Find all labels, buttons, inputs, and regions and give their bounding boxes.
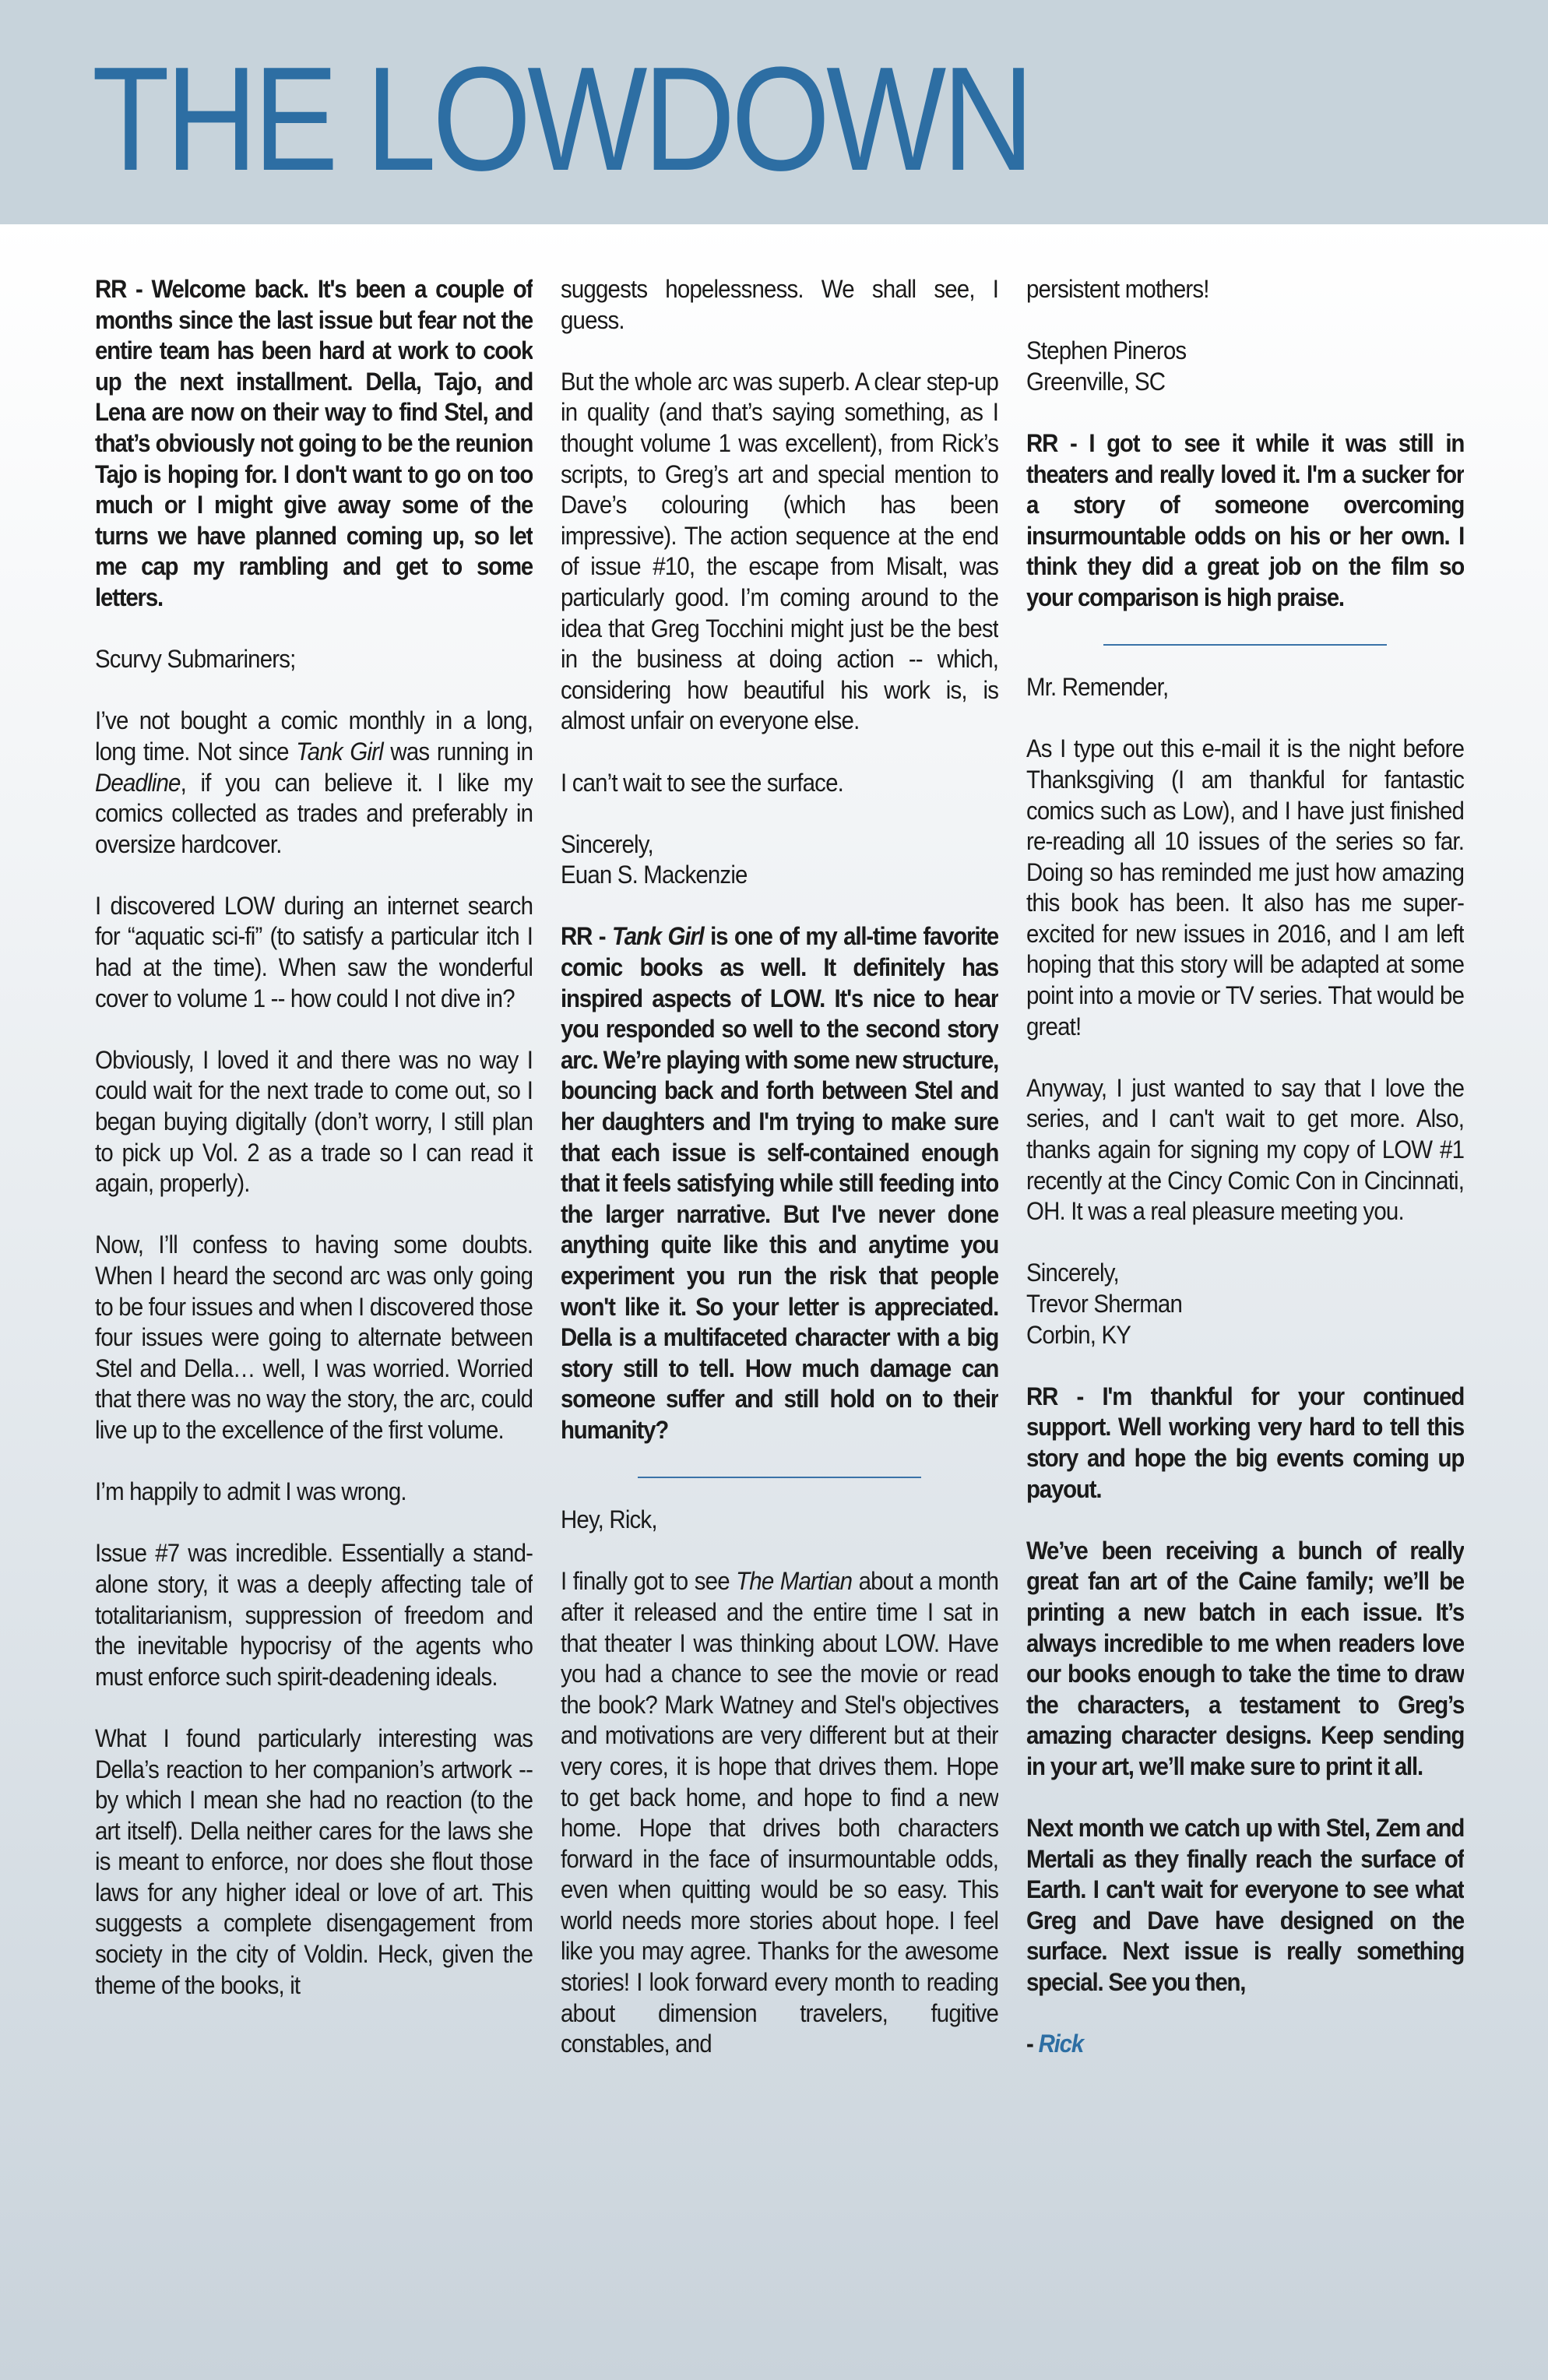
letter3-salutation: Mr. Remender, — [1026, 673, 1169, 702]
editor-signature — [1026, 2029, 1464, 2060]
letter1-paragraph-7: What I found particularly interesting was Della’s reaction to her companion’s artwork -- by which I mean she had no reaction (to the art itself). Della neither cares for the laws she is meant to enforce, nor does she flout those laws for any higher ideal or love of art. This suggests a complete disengagement from society in the city of Voldin. Heck, given the theme of the books, it — [95, 1723, 533, 1999]
letter1-text: was running in — [382, 737, 533, 766]
editor-next-month-note: Next month we catch up with Stel, Zem and Mertali as they finally reach the surface of Earth. I can't wait for everyone to see what Greg and Dave have designed on the surface. Next issue is really something special. See you then, — [1026, 1814, 1464, 1997]
editor-fan-art-note: We’ve been receiving a bunch of really great fan art of the Caine family; we’ll be printing a new batch in each issue. It’s always incredible to me when readers love our books enough to take the time to draw the characters, a testament to Greg’s amazing character designs. Keep sending in your art, we’ll make sure to print it all. — [1026, 1536, 1464, 1780]
signature-name: Rick — [1038, 2030, 1084, 2058]
column-3 — [1026, 274, 1464, 2315]
letter1-author: Euan S. Mackenzie — [561, 861, 748, 889]
title-tank-girl: Tank Girl — [612, 922, 704, 951]
letter3-paragraph-1: As I type out this e-mail it is the night before Thanksgiving (I am thankful for fantastic comics such as Low), and I have just finished re-reading all 10 issues of the series so far. Doing so has reminded me just how amazing this book has been. It also has me super-excited for new issues in 2016, and I am left hoping that this story will be adapted at some point into a movie or TV series. That would be great! — [1026, 734, 1464, 1040]
letter1-text: I’ve not bought a comic monthly in a long, long time. Not since — [95, 706, 533, 766]
letter1-signoff: Sincerely, — [561, 829, 653, 858]
letter2-salutation: Hey, Rick, — [561, 1505, 657, 1534]
letter1-paragraph-5: I’m happily to admit I was wrong. — [95, 1477, 406, 1506]
letter1-paragraph-4: Now, I’ll confess to having some doubts. When I heard the second arc was only going to be four issues and when I discovered those four issues were going to alternate between Stel and Della… well, I was worried. Worried that there was no way the story, the arc, could live up to the excellence of the first volume. — [95, 1230, 533, 1444]
section-divider — [638, 1477, 921, 1478]
letter3-author: Trevor Sherman — [1026, 1290, 1183, 1318]
signature-dash: - — [1026, 2030, 1039, 2058]
response-prefix: RR - — [561, 922, 613, 951]
title-the-martian: The Martian — [736, 1567, 853, 1596]
letter1-salutation: Scurvy Submariners; — [95, 645, 296, 674]
editor-response-3: RR - I'm thankful for your continued support. Well working very hard to tell this story and hope the big events coming up payout. — [1026, 1382, 1464, 1503]
letter2-text: about a month after it released and the entire time I sat in that theater I was thinking about LOW. Have you had a chance to see the movie or read the book? Mark Watney and Stel's objectives and motivations are very different but at their very cores, it is hope that drives them. Hope to get back home, and hope to find a new home. Hope that drives both characters forward in the face of insurmountable odds, even when quitting would be so easy. This world needs more stories about hope. I feel like you may agree. Thanks for the awesome stories! I look forward every month to reading about dimension travelers, fugitive constables, and — [561, 1567, 998, 2058]
letter1-paragraph-8: suggests hopelessness. We shall see, I guess. — [561, 275, 998, 334]
editor-intro: RR - Welcome back. It's been a couple of months since the last issue but fear not the entire team has been hard at work to cook up the next installment. Della, Tajo, and Lena are now on their way to find Stel, and that’s obviously not going to be the reunion Tajo is hoping for. I don't want to go on too much or I might give away some of the turns we have planned coming up, so let me cap my rambling and get to some letters. — [95, 275, 533, 611]
letter3-signoff: Sincerely, — [1026, 1259, 1119, 1287]
letter1-paragraph-2: I discovered LOW during an internet search for “aquatic sci-fi” (to satisfy a particular itch I had at the time). When saw the wonderful cover to volume 1 -- how could I not dive in? — [95, 891, 533, 1012]
letter1-paragraph-1 — [95, 706, 533, 860]
letter1-paragraph-3: Obviously, I loved it and there was no way I could wait for the next trade to come out, so I began buying digitally (don’t worry, I still plan to pick up Vol. 2 as a trade so I can read it again, properly). — [95, 1045, 533, 1198]
letter2-text: I finally got to see — [561, 1567, 737, 1596]
letter1-paragraph-6: Issue #7 was incredible. Essentially a stand-alone story, it was a deeply affecting tale of totalitarianism, suppression of freedom and the inevitable hypocrisy of the agents who must enforce such spirit-deadening ideals. — [95, 1539, 533, 1691]
letter2-paragraph-2: persistent mothers! — [1026, 275, 1209, 303]
letter2-paragraph-1 — [561, 1566, 998, 2060]
editor-response-2: RR - I got to see it while it was still in theaters and really loved it. I'm a sucker for a story of someone overcoming insurmountable odds on his or her own. I think they did a great job on the film so your comparison is high praise. — [1026, 428, 1464, 611]
letter1-paragraph-9: But the whole arc was superb. A clear step-up in quality (and that’s saying something, as I thought volume 1 was excellent), from Rick’s scripts, to Greg’s art and special mention to Dave’s colouring (which has been impressive). The action sequence at the end of issue #10, the escape from Misalt, was particularly good. I’m coming around to the idea that Greg Tocchini might just be the best in the business at doing action -- which, considering how beautiful his work is, is almost unfair on everyone else. — [561, 367, 998, 735]
title-tank-girl: Tank Girl — [296, 737, 383, 766]
column-2 — [561, 274, 998, 2315]
letter3-location: Corbin, KY — [1026, 1320, 1131, 1349]
section-divider — [1103, 644, 1387, 646]
letter2-location: Greenville, SC — [1026, 367, 1166, 396]
header-banner — [0, 0, 1548, 224]
column-1 — [95, 274, 533, 2315]
letter1-text: , if you can believe it. I like my comics collected as trades and preferably in oversize hardcover. — [95, 768, 533, 858]
response-text: is one of my all-time favorite comic books as well. It definitely has inspired aspects of LOW. It's nice to hear you responded so well to the second story arc. We’re playing with some new structure, bouncing back and forth between Stel and her daughters and I'm trying to make sure that each issue is self-contained enough that it feels satisfying while still feeding into the larger narrative. But I've never done anything quite like this and anytime you experiment you run the risk that people won't like it. So your letter is appreciated. Della is a multifaceted character with a big story still to tell. How much damage can someone suffer and still hold on to their humanity? — [561, 922, 998, 1444]
letter2-author: Stephen Pineros — [1026, 336, 1187, 365]
letter1-paragraph-10: I can’t wait to see the surface. — [561, 768, 843, 797]
title-deadline: Deadline — [95, 768, 181, 797]
letter3-paragraph-2: Anyway, I just wanted to say that I love the series, and I can't wait to get more. Also, thanks again for signing my copy of LOW #1 recently at the Cincy Comic Con in Cincinnati, OH. It was a real pleasure meeting you. — [1026, 1073, 1464, 1226]
editor-response-1 — [561, 921, 998, 1445]
page-title: THE LOWDOWN — [92, 37, 1030, 202]
